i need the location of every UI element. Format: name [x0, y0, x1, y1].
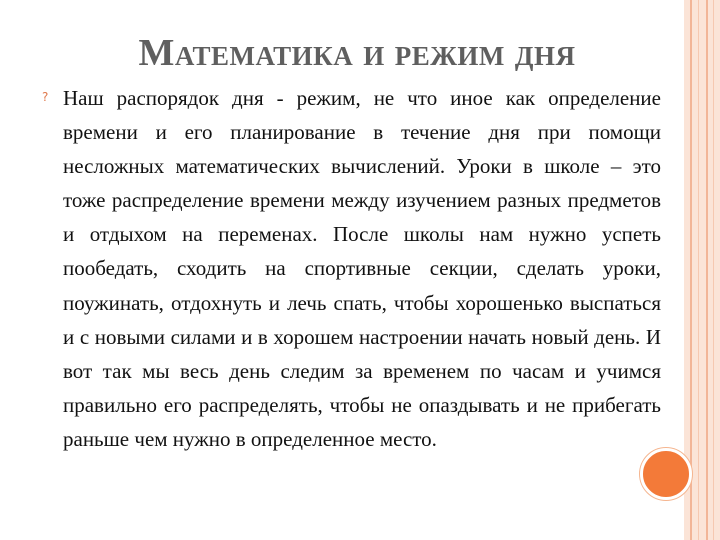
bullet-marker: ? [42, 90, 49, 104]
decorative-orange-circle [640, 448, 692, 500]
frame-line [713, 0, 714, 540]
frame-line [706, 0, 708, 540]
frame-line [690, 0, 692, 540]
slide-body-text: Наш распорядок дня - режим, не что иное как определение времени и его планирование в течение дня при помощи несложных математических вычислений. Уроки в школе – это тоже распределение времени между изучением разных предметов и отдыхом на переменах. После школы нам нужно успеть пообедать, сходить на спортивные секции, сделать уроки, поужинать, отдохнуть и лечь спать, чтобы хорошенько выспаться и с новыми силами и в хорошем настроении начать новый день. И вот так мы весь день следим за временем по часам и учимся правильно его распределять, чтобы не опаздывать и не прибегать раньше чем нужно в определенное место. [63, 86, 661, 451]
slide-title: Математика и режим дня [138, 32, 576, 74]
frame-line [698, 0, 699, 540]
